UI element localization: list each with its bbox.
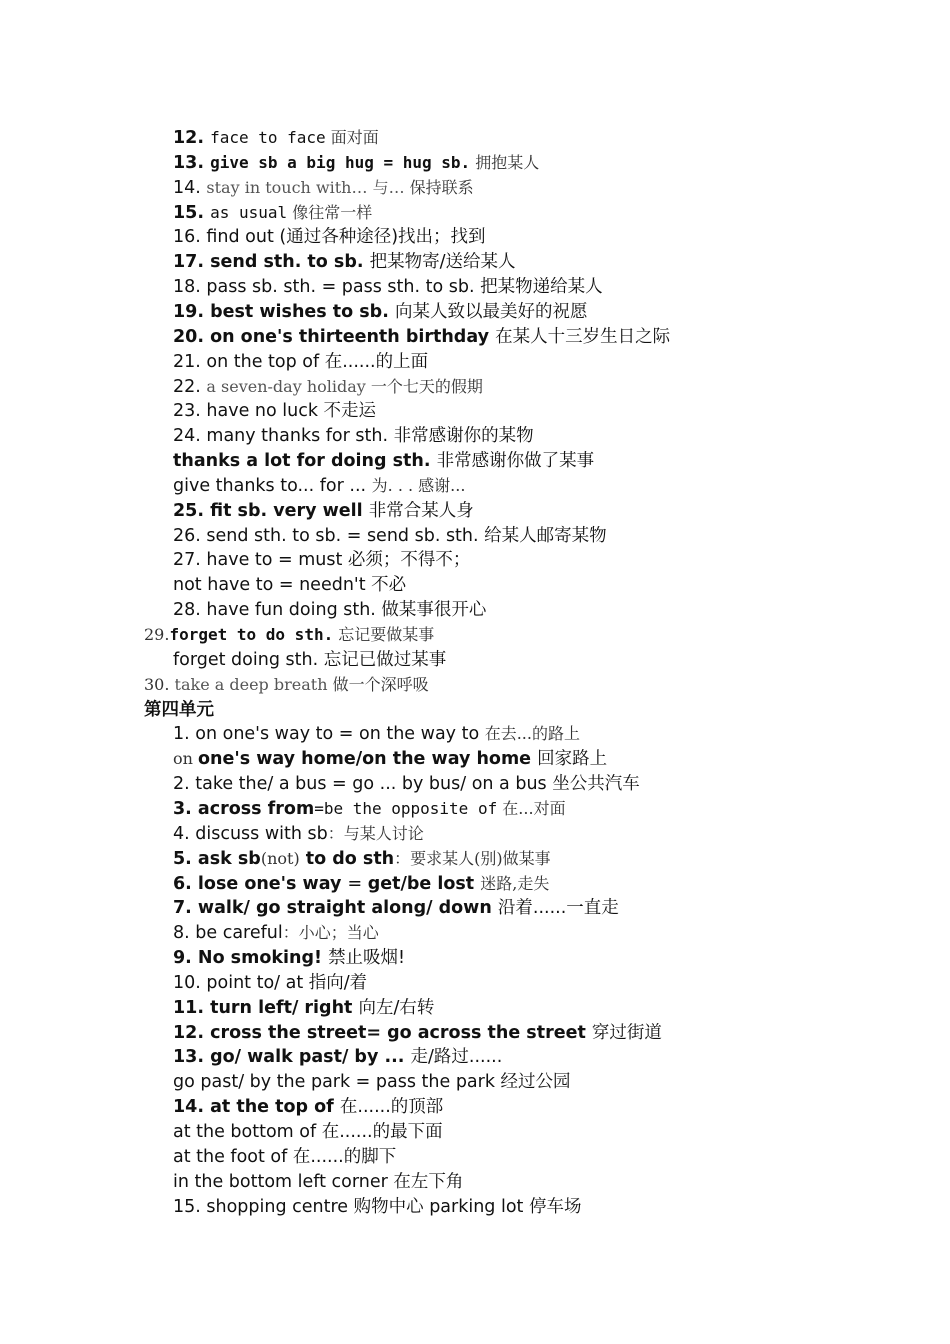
text-segment: 面对面: [325, 128, 379, 147]
vocab-line: [173, 150, 539, 174]
text-segment: 2. take the/ a bus = go ... by bus/ on a bus 坐公共汽车: [173, 774, 640, 795]
text-segment: 9. No smoking!: [173, 948, 329, 969]
text-segment: 6. lose one's way: [173, 873, 348, 894]
vocab-line: [173, 175, 474, 199]
text-segment: 非常感谢你做了某事: [436, 451, 595, 472]
vocab-line: [173, 796, 566, 820]
text-segment: 向左/右转: [358, 997, 435, 1018]
text-segment: 10. point to/ at 指向/着: [173, 972, 368, 993]
text-segment: 4. discuss with sb: [173, 823, 328, 844]
vocab-line: [173, 200, 372, 224]
text-segment: as usual: [210, 202, 288, 222]
vocab-line: [173, 572, 406, 596]
text-segment: 拥抱某人: [470, 152, 540, 172]
text-segment: =be the opposite of: [314, 798, 498, 818]
vocab-line: [173, 274, 603, 298]
vocab-line: [173, 771, 640, 795]
vocab-line: [173, 523, 607, 547]
text-segment: (not): [260, 848, 300, 868]
text-segment: 21. on the top of 在......的上面: [173, 351, 429, 372]
text-segment: 把某物寄/送给某人: [369, 252, 516, 273]
text-segment: 22.: [173, 376, 207, 397]
vocab-line: [173, 1094, 443, 1118]
text-segment: 1. on one's way to = on the way to: [173, 724, 485, 745]
vocab-line: [173, 1044, 502, 1068]
vocab-line: [173, 995, 434, 1019]
vocab-line: [173, 1144, 396, 1168]
vocab-line: [173, 895, 619, 919]
text-segment: 第四单元: [144, 699, 214, 720]
vocab-line: [173, 945, 405, 969]
text-segment: 沿着......一直走: [497, 898, 619, 919]
text-segment: thanks a lot for doing sth.: [173, 451, 437, 472]
vocab-line: [173, 746, 607, 770]
text-segment: 18. pass sb. sth. = pass sth. to sb. 把某物递给某人: [173, 277, 603, 298]
vocab-line: [173, 970, 367, 994]
text-segment: a seven-day holiday: [206, 376, 366, 396]
text-segment: 19. best wishes to sb.: [173, 301, 395, 322]
text-segment: 17. send sth. to sb.: [173, 252, 370, 273]
text-segment: 20. on one's thirteenth birthday: [173, 326, 496, 347]
text-segment: 27. have to = must 必须；不得不；: [173, 550, 471, 571]
vocab-line: [173, 374, 483, 398]
text-segment: 3. across from: [173, 798, 315, 819]
text-segment: 13. go/ walk past/ by ...: [173, 1047, 411, 1068]
vocab-line: [173, 1069, 571, 1093]
text-segment: 像往常一样: [287, 202, 373, 222]
text-segment: 5. ask sb: [173, 848, 261, 869]
vocab-line: [173, 1169, 463, 1193]
text-segment: on: [173, 749, 199, 769]
vocab-line: [144, 622, 434, 646]
text-segment: ：小心；当心: [282, 923, 379, 943]
text-segment: 忘记要做某事: [333, 625, 435, 644]
text-segment: 23. have no luck 不走运: [173, 401, 377, 422]
vocab-line: [173, 1194, 581, 1218]
text-segment: in the bottom left corner 在左下角: [173, 1171, 464, 1192]
text-segment: 30.: [144, 674, 175, 694]
section-heading: [144, 697, 214, 721]
text-segment: 13.: [173, 152, 211, 173]
text-segment: 迷路,走失: [480, 873, 550, 893]
text-segment: forget doing sth. 忘记已做过某事: [173, 649, 447, 670]
text-segment: 29.: [144, 625, 170, 644]
vocab-line: [173, 349, 428, 373]
text-segment: 为. . . 感谢...: [371, 475, 466, 495]
text-segment: 12.: [173, 128, 211, 148]
text-segment: 在去...的路上: [484, 724, 580, 744]
text-segment: ：与某人讨论: [327, 823, 424, 843]
vocab-line: [173, 299, 587, 323]
text-segment: 16. find out (通过各种途径)找出；找到: [173, 227, 486, 248]
vocab-line: [173, 125, 379, 149]
text-segment: 14.: [173, 177, 207, 198]
text-segment: 28. have fun doing sth. 做某事很开心: [173, 600, 487, 621]
vocab-line: [173, 249, 516, 273]
text-segment: go past/ by the park = pass the park 经过公园: [173, 1072, 571, 1093]
vocab-line: [173, 473, 465, 497]
text-segment: 15.: [173, 202, 211, 223]
text-segment: face to face: [210, 128, 326, 147]
text-segment: =: [347, 873, 368, 894]
text-segment: 回家路上: [537, 749, 608, 770]
text-segment: 14. at the top of: [173, 1097, 340, 1118]
text-segment: 禁止吸烟!: [328, 948, 406, 969]
text-segment: 7. walk/ go straight along/ down: [173, 898, 498, 919]
text-segment: at the foot of 在......的脚下: [173, 1146, 397, 1167]
text-segment: 做一个深呼吸: [327, 674, 429, 694]
vocab-line: [173, 920, 379, 944]
text-segment: to do sth: [299, 848, 395, 869]
text-segment: 25. fit sb. very well: [173, 500, 369, 521]
vocab-line: [173, 1119, 443, 1143]
vocab-line: [173, 721, 580, 745]
vocab-line: [144, 672, 429, 696]
vocab-line: [173, 846, 551, 870]
text-segment: 穿过街道: [591, 1022, 662, 1043]
text-segment: 15. shopping centre 购物中心 parking lot 停车场: [173, 1196, 582, 1217]
vocab-line: [173, 498, 474, 522]
vocab-line: [173, 547, 470, 571]
text-segment: 向某人致以最美好的祝愿: [394, 301, 588, 322]
text-segment: 26. send sth. to sb. = send sb. sth. 给某人邮寄某物: [173, 525, 607, 546]
vocab-line: [173, 647, 446, 671]
text-segment: give sb a big hug = hug sb.: [210, 152, 471, 172]
vocab-line: [173, 423, 534, 447]
vocab-line: [173, 597, 486, 621]
text-segment: get/be lost: [367, 873, 481, 894]
vocab-line: [173, 448, 594, 472]
text-segment: 非常合某人身: [368, 500, 474, 521]
text-segment: stay in touch with… 与…: [206, 177, 410, 197]
vocab-line: [173, 224, 486, 248]
text-segment: 保持联系: [409, 177, 474, 197]
text-segment: 走/路过......: [410, 1047, 503, 1068]
vocab-line: [173, 324, 670, 348]
text-segment: not have to = needn't 不必: [173, 575, 407, 596]
text-segment: 8. be careful: [173, 923, 283, 944]
text-segment: 在...对面: [497, 798, 566, 818]
vocab-line: [173, 821, 424, 845]
text-segment: at the bottom of 在......的最下面: [173, 1122, 443, 1142]
text-segment: 24. many thanks for sth. 非常感谢你的某物: [173, 426, 534, 447]
text-segment: 一个七天的假期: [365, 376, 483, 396]
text-segment: 在......的顶部: [339, 1097, 444, 1118]
text-segment: 11. turn left/ right: [173, 997, 359, 1018]
vocab-line: [173, 398, 376, 422]
text-segment: give thanks to... for ...: [173, 475, 372, 496]
text-segment: take a deep breath: [174, 674, 328, 694]
text-segment: ：要求某人(别)做某事: [394, 848, 551, 868]
text-segment: 在某人十三岁生日之际: [495, 326, 671, 347]
text-segment: 12. cross the street= go across the street: [173, 1022, 592, 1043]
text-segment: forget to do sth.: [169, 625, 334, 644]
vocab-line: [173, 1020, 662, 1044]
vocab-line: [173, 871, 549, 895]
text-segment: one's way home/on the way home: [198, 749, 538, 770]
